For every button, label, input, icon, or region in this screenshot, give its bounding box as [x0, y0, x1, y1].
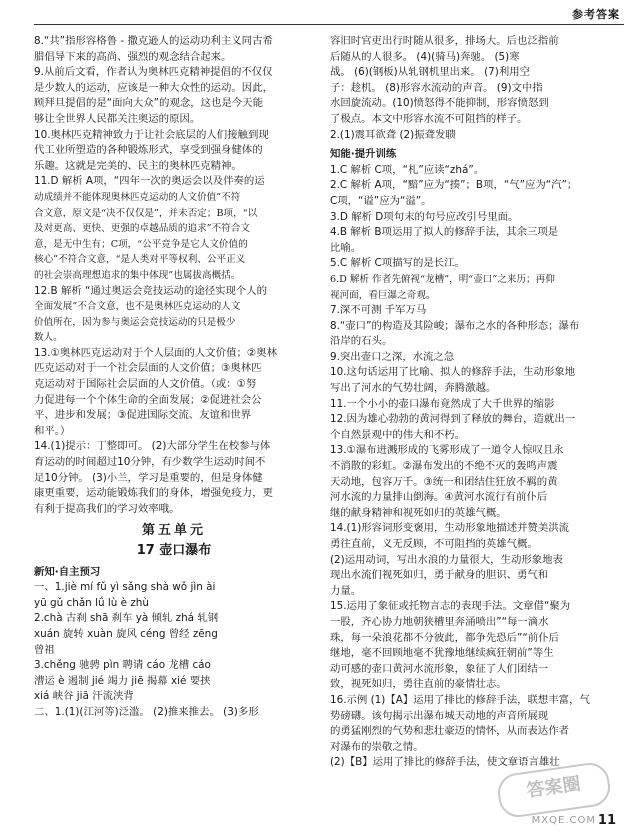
practice-line: 12.因为雄心勃勃的黄河得到了释放的舞台，造就出一	[330, 413, 576, 426]
practice-line: 河水流的力量排山倒海。④黄河水流行有前仆后	[330, 491, 548, 504]
left-line: 育运动的时间超过10分钟，有少数学生运动时间不	[34, 456, 266, 469]
header-title: 参考答案	[572, 8, 620, 21]
left-line: 11.D 解析 A项，“四年一次的奥运会以及伴奏的运	[34, 175, 265, 188]
practice-line: 写出了河水的气势壮阔，奔腾激越。	[330, 382, 497, 395]
page-header	[0, 0, 636, 28]
left-line: 数人。	[34, 332, 63, 344]
practice-line: 4.B 解析 B项运用了拟人的修辞手法，其余三项是	[330, 226, 559, 239]
practice-line: 勇往直前，义无反顾，不可阻挡的英雄气概。	[330, 538, 538, 550]
practice-line: 致，视死如归，勇往直前的豪情壮志。	[330, 678, 507, 691]
practice-section-title: 知能·提升训练	[330, 148, 397, 161]
left-line: 意，是无中生有；C项，“公平竞争是它人文价值的	[34, 238, 248, 250]
preview-line: 二、1.(1)(江河等)泛滥。 (2)推来推去。 (3)多形	[34, 705, 259, 718]
practice-line: 8.“壶口”的构造及其险峻；瀑布之水的各种形态；瀑布	[330, 319, 580, 332]
preview-line: xuán 旋转 xuàn 旋风 céng 曾经 zēng	[34, 627, 218, 640]
left-line: 10.奥林匹克精神致力于让社会底层的人们接触到现	[34, 128, 269, 141]
practice-line: 动可感的壶口黄河水流形象，象征了人们团结一	[330, 662, 549, 675]
left-line: 足10分钟。 (3)小兰，学习是重要的，但是身体健	[34, 471, 263, 484]
left-line: 14.(1)提示：丁整即可。 (2)大部分学生在校参与体	[34, 440, 271, 453]
preview-line: 2.chà 古刹 shā 刹车 yà 倾轧 zhá 轧钢	[34, 612, 219, 625]
lesson-title: 17 壶口瀑布	[136, 543, 212, 558]
left-line: 代工业所塑造的各种锻炼形式，享受到强身健体的	[34, 144, 263, 157]
left-line: 价值所在，因为参与奥运会竞技运动的只是极少	[34, 316, 236, 328]
unit-title: 第五单元	[141, 523, 206, 539]
practice-line: (2)【B】运用了排比的修辞手法，使文章语言雄壮	[330, 756, 560, 769]
page-number: 11	[597, 813, 616, 828]
practice-line: C项，“谥”应为“溢”。	[330, 194, 432, 207]
header-rule	[34, 24, 624, 25]
left-line: 13.①奥林匹克运动对于个人层面的人文价值；②奥林	[34, 346, 277, 359]
practice-line: (2)运用动词，写出水浪的力量很大，生动形象地表	[330, 553, 563, 566]
preview-section-title: 新知·自主预习	[34, 565, 101, 578]
right-column	[330, 34, 620, 771]
left-line: 的社会崇高理想追求的集中体现”也属拔高概括。	[34, 269, 241, 281]
right-line: 后随从的人很多。 (4)(骑马)奔驰。 (5)寒	[330, 50, 520, 63]
preview-line: 漕运 è 遏制 jié 竭力 jiē 揭幕 xié 要挟	[34, 674, 211, 687]
left-line: 及对更高、更快、更强的卓越品质的追求”不符合文	[34, 223, 250, 235]
practice-line: 力量。	[330, 584, 362, 597]
right-line: 容旧时官吏出行时随从很多，排场大。后也泛指前	[330, 35, 559, 47]
left-line: 腊倡导下来的高尚、强烈的观念结合起来。	[34, 50, 232, 63]
practice-line: 天动地，包容万千。③统一和团结住狂放不羁的黄	[330, 475, 558, 488]
left-line: 合文意，原文是“决不仅仅是”，并未否定；B项，“以	[34, 207, 258, 219]
left-line: 核心”不符合文意，“是人类对平等权利、公平正义	[34, 254, 246, 266]
left-line: 乐趣。这就是完美的、民主的奥林匹克精神。	[34, 159, 242, 172]
practice-line: 15.运用了象征或托物言志的表现手法。文章借“聚为	[330, 600, 571, 613]
preview-line: 曾祖	[34, 643, 55, 656]
preview-line: yū gǔ chǎn lǘ lù è zhù	[34, 596, 149, 609]
left-line: 和平。）	[34, 424, 71, 437]
practice-line: 的勇猛刚烈的气势和悲壮豪迈的情怀，从而表达作者	[330, 725, 569, 738]
practice-line: 一股，齐心协力地朝狭槽里奔涌喷出”“每一滴水	[330, 615, 549, 628]
left-line: 是少数人的运动，应该是一种大众性的运动。因此，	[34, 81, 273, 94]
left-column	[34, 34, 314, 721]
practice-line: 现出水流们视死如归，勇于献身的胆识、勇气和	[330, 569, 549, 582]
practice-line: 3.D 解析 D项句末的句号应改引号里面。	[330, 210, 519, 223]
right-line: 战。 (6)(钢板)从轧钢机里出来。 (7)利用空	[330, 66, 531, 79]
preview-line: 一、1.jiè mí fǔ yì sǎng shà wǒ jìn ài	[34, 581, 216, 594]
practice-line: 珠，每一朵浪花都不分彼此，都争先恐后”“前仆后	[330, 631, 559, 644]
left-line: 够让全世界人民都关注奥运的原因。	[34, 112, 201, 125]
practice-line: 14.(1)形容词形变褒用，生动形象地描述并赞美洪流	[330, 522, 570, 535]
practice-line: 7.深不可测 千军万马	[330, 304, 427, 317]
practice-line: 势磅礴。该句揭示出瀑布城天动地的声音所展现	[330, 709, 549, 722]
practice-line: 2.C 解析 A项，“黯”应为“揍”；B项，“气”应为“汽”；	[330, 179, 578, 192]
practice-line: 对瀑布的崇敬之情。	[330, 740, 424, 753]
practice-line: 比喻。	[330, 241, 362, 254]
left-line: 匹克运动对于一个社会层面的人文价值；③奥林匹	[34, 362, 262, 375]
preview-line: xiá 峡谷 jiā 汗流浃背	[34, 690, 134, 703]
practice-line: 视河面，看巨瀑之奇观。	[330, 289, 436, 301]
watermark-url: MXQE.COM	[531, 815, 596, 826]
left-line: 顾拜旦提倡的是“面向大众”的观念，这也是今天能	[34, 97, 263, 110]
practice-line: 5.C 解析 C项描写的是长江。	[330, 257, 465, 270]
practice-line: 1.C 解析 C项，“札”应读“zhá”。	[330, 163, 485, 176]
practice-line: 沿岸的石头。	[330, 335, 393, 348]
practice-line: 继地，毫不回顾地毫不犹豫地继续疯狂朝前”等生	[330, 647, 554, 660]
practice-line: 个自然景观中的伟大和不朽。	[330, 428, 466, 441]
practice-line: 16.示例 (1)【A】运用了排比的修辞手法，联想丰富，气	[330, 693, 590, 706]
left-line: 平、进步和发展；③促进国际交流、友谊和世界	[34, 409, 252, 422]
left-line: 8.“共”指形容格鲁 - 撒克逊人的运动功利主义同古希	[34, 35, 273, 47]
left-line: 9.从前后文看，作者认为奥林匹克精神提倡的不仅仅	[34, 66, 273, 79]
left-line: 12.B 解析 “通过奥运会竞技运动的途径实现个人的	[34, 284, 268, 297]
practice-line: 9.突出壶口之深，水流之急	[330, 350, 455, 363]
practice-line: 13.①瀑布迸溅形成的飞雾形成了一道令人惊叹且永	[330, 444, 564, 457]
practice-line: 10.这句话运用了比喻、拟人的修辞手法，生动形象地	[330, 366, 576, 379]
practice-line: 不消散的彩虹。②瀑布发出的不绝不灭的轰鸣声震	[330, 460, 558, 473]
left-line: 克运动对于国际社会层面的人文价值。（或：①努	[34, 378, 257, 391]
right-line: 了极点。本文中形容水流不可阻挡的样子。	[330, 112, 528, 125]
watermark-text: 答案圈	[525, 773, 582, 802]
left-line: 力促进每一个个体生命的全面发展；②促进社会公	[34, 393, 262, 406]
preview-line: 3.chěng 驰骋 pìn 聘请 cáo 龙槽 cáo	[34, 659, 211, 672]
left-line: 动成绩并不能体现奥林匹克运动的人文价值”不符	[34, 191, 241, 203]
left-line: 有利于提高我们的学习效率哦。	[34, 502, 180, 515]
practice-line: 继的献身精神和视死如归的英雄气概。	[330, 506, 507, 519]
right-line: 2.(1)震耳欲聋 (2)振聋发聩	[330, 128, 456, 141]
right-line: 水回旋流动。(10)愤怒得不能抑制，形容愤怒到	[330, 97, 549, 110]
right-line: 子：趁机。 (8)形容水流动的声音。 (9)文中指	[330, 81, 543, 94]
practice-line: 6.D 解析 作者先俯视“龙槽”，明“壶口”之来历；再仰	[330, 273, 555, 285]
left-line: 全面发展”不合文意，也不是奥林匹克运动的人文	[34, 301, 241, 313]
practice-line: 11.一个小小的壶口瀑布竟然成了大千世界的缩影	[330, 397, 555, 410]
left-line: 康更重要，运动能锻炼我们的身体，增强免疫力，更	[34, 487, 273, 500]
